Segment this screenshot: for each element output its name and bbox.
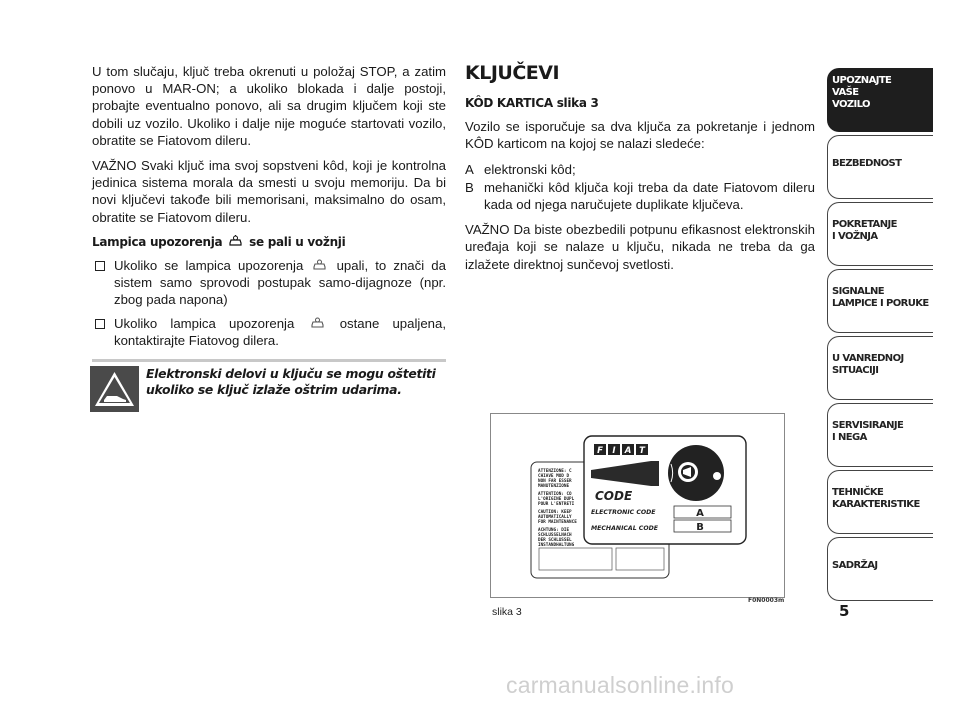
code-list: [465, 161, 815, 214]
tab-upoznajte-vase-vozilo[interactable]: UPOZNAJTE VAŠE VOZILO: [827, 68, 933, 132]
back-line: ATTENTION: CO: [538, 492, 572, 497]
back-line: L'ORIGINE DUPL: [538, 497, 575, 502]
back-line: NON FAR ESSER: [538, 479, 572, 484]
back-line: MANUTENZIONE: [538, 484, 570, 489]
paragraph-intro: Vozilo se isporučuje sa dva ključa za pokretanje i jednom KÔD karticom na kojoj se nalazi sledeće:: [465, 119, 815, 152]
paragraph-key-blocked: U tom slučaju, ključ treba okrenuti u položaj STOP, a zatim ponovo u MAR-ON; a ukoliko blokada i dalje postoji, probajte eventualno ponovo, ali sa drugim ključem koji ste dobili uz vozilo. Ukoliko i dalje nije moguće startovati vozilo, obratite se Fiatovom dileru.: [92, 64, 446, 148]
figure-caption: slika 3: [492, 606, 522, 618]
card-code-label: CODE: [595, 489, 633, 503]
paragraph-important-code: VAŽNO Svaki ključ ima svoj sopstveni kôd, koji je kontrolna jedinica sistema morala da smesti u svoju memoriju. Da bi novi ključevi takođe bili memorisani, maksimalno do osam, obratite se Fiatovom dileru.: [92, 158, 446, 225]
key-car-warning-icon: [228, 235, 243, 247]
back-line: DER SCHLUSSEL: [538, 538, 572, 543]
tab-sadrzaj[interactable]: SADRŽAJ: [827, 537, 933, 601]
back-line: POUR L'ENTRETI: [538, 502, 575, 507]
svg-text:I: I: [612, 446, 616, 456]
subheading-text-before: Lampica upozorenja: [92, 234, 223, 249]
back-line: ACHTUNG: DIE: [538, 528, 570, 533]
chapter-sidebar: [827, 0, 960, 701]
svg-text:F: F: [597, 446, 603, 456]
key-car-warning-icon: [312, 259, 327, 271]
list-text: mehanički kôd ključa koji treba da date Fiatovom dileru kada od njega naručujete duplikate ključeva.: [484, 179, 815, 213]
tab-tehnicke-karakteristike[interactable]: TEHNIČKE KARAKTERISTIKE: [827, 470, 933, 534]
bullet-list: [92, 257, 446, 349]
card-electronic-value: A: [696, 508, 704, 519]
bullet-text-before: Ukoliko se lampica upozorenja: [114, 258, 304, 274]
tab-bezbednost[interactable]: BEZBEDNOST: [827, 135, 933, 199]
watermark: carmanualsonline.info: [506, 672, 734, 698]
figure-code-card: [490, 413, 785, 598]
list-item: [465, 161, 815, 178]
subheading-warning-lamp: [92, 234, 446, 251]
card-mechanical-value: B: [696, 522, 704, 533]
list-item: [92, 257, 446, 309]
warning-divider: [92, 359, 446, 362]
back-line: INSTANDHALTUNG: [538, 543, 575, 548]
back-line: CAUTION: KEEP: [538, 510, 572, 515]
subheading-code-card: KÔD KARTICA slika 3: [465, 96, 599, 110]
warning-text: Elektronski delovi u ključu se mogu oštetiti ukoliko se ključ izlaže oštrim udarima.: [146, 366, 436, 397]
code-card-illustration: [491, 414, 784, 597]
list-item: [465, 179, 815, 213]
list-text: elektronski kôd;: [484, 161, 576, 177]
list-item: [92, 315, 446, 349]
list-key: B: [465, 179, 474, 195]
back-line: SCHLUSSELNACH: [538, 533, 572, 538]
warning-triangle-icon: [90, 366, 139, 412]
tab-u-vanrednoj-situaciji[interactable]: U VANREDNOJ SITUACIJI: [827, 336, 933, 400]
tab-pokretanje-i-voznja[interactable]: POKRETANJE I VOŽNJA: [827, 202, 933, 266]
right-column: [465, 63, 815, 281]
back-line: AUTOMATICALLY: [538, 515, 572, 520]
key-car-warning-icon: [310, 317, 325, 329]
back-box: [616, 548, 664, 570]
section-title: KLJUČEVI: [465, 62, 560, 84]
paragraph-important-sunlight: VAŽNO Da biste obezbedili potpunu efikasnost elektronskih uređaja koji se nalaze u ključu, nikada ne treba da ga izlažete direktnoj sunčevoj svetlosti.: [465, 222, 815, 272]
tab-servisiranje-i-nega[interactable]: SERVISIRANJE I NEGA: [827, 403, 933, 467]
bullet-text-after: ostane upaljena, kontaktirajte Fiatovog dilera.: [114, 315, 446, 348]
card-electronic-label: ELECTRONIC CODE: [591, 509, 656, 516]
left-column: [92, 63, 446, 355]
back-box: [539, 548, 612, 570]
page-number: 5: [839, 602, 850, 620]
list-key: A: [465, 161, 474, 177]
bullet-text-before: Ukoliko lampica upozorenja: [114, 315, 295, 331]
figure-code: F0N0003m: [748, 597, 785, 604]
card-mechanical-label: MECHANICAL CODE: [591, 525, 658, 532]
svg-text:T: T: [639, 446, 645, 456]
back-line: FOR MAINTENANCE: [538, 520, 577, 525]
back-line: CHIAVE MOD D: [538, 474, 570, 479]
checkbox-bullet-icon: [95, 319, 105, 329]
subheading-text-after: se pali u vožnji: [249, 234, 346, 249]
svg-text:A: A: [624, 446, 632, 456]
checkbox-bullet-icon: [95, 261, 105, 271]
back-line: ATTENZIONE: C: [538, 469, 572, 474]
tab-signalne-lampice[interactable]: SIGNALNE LAMPICE I PORUKE: [827, 269, 933, 333]
bullet-text-after: upali, to znači da sistem samo sprovodi postupak samo-dijagnoze (npr. zbog pada napona): [114, 258, 446, 308]
